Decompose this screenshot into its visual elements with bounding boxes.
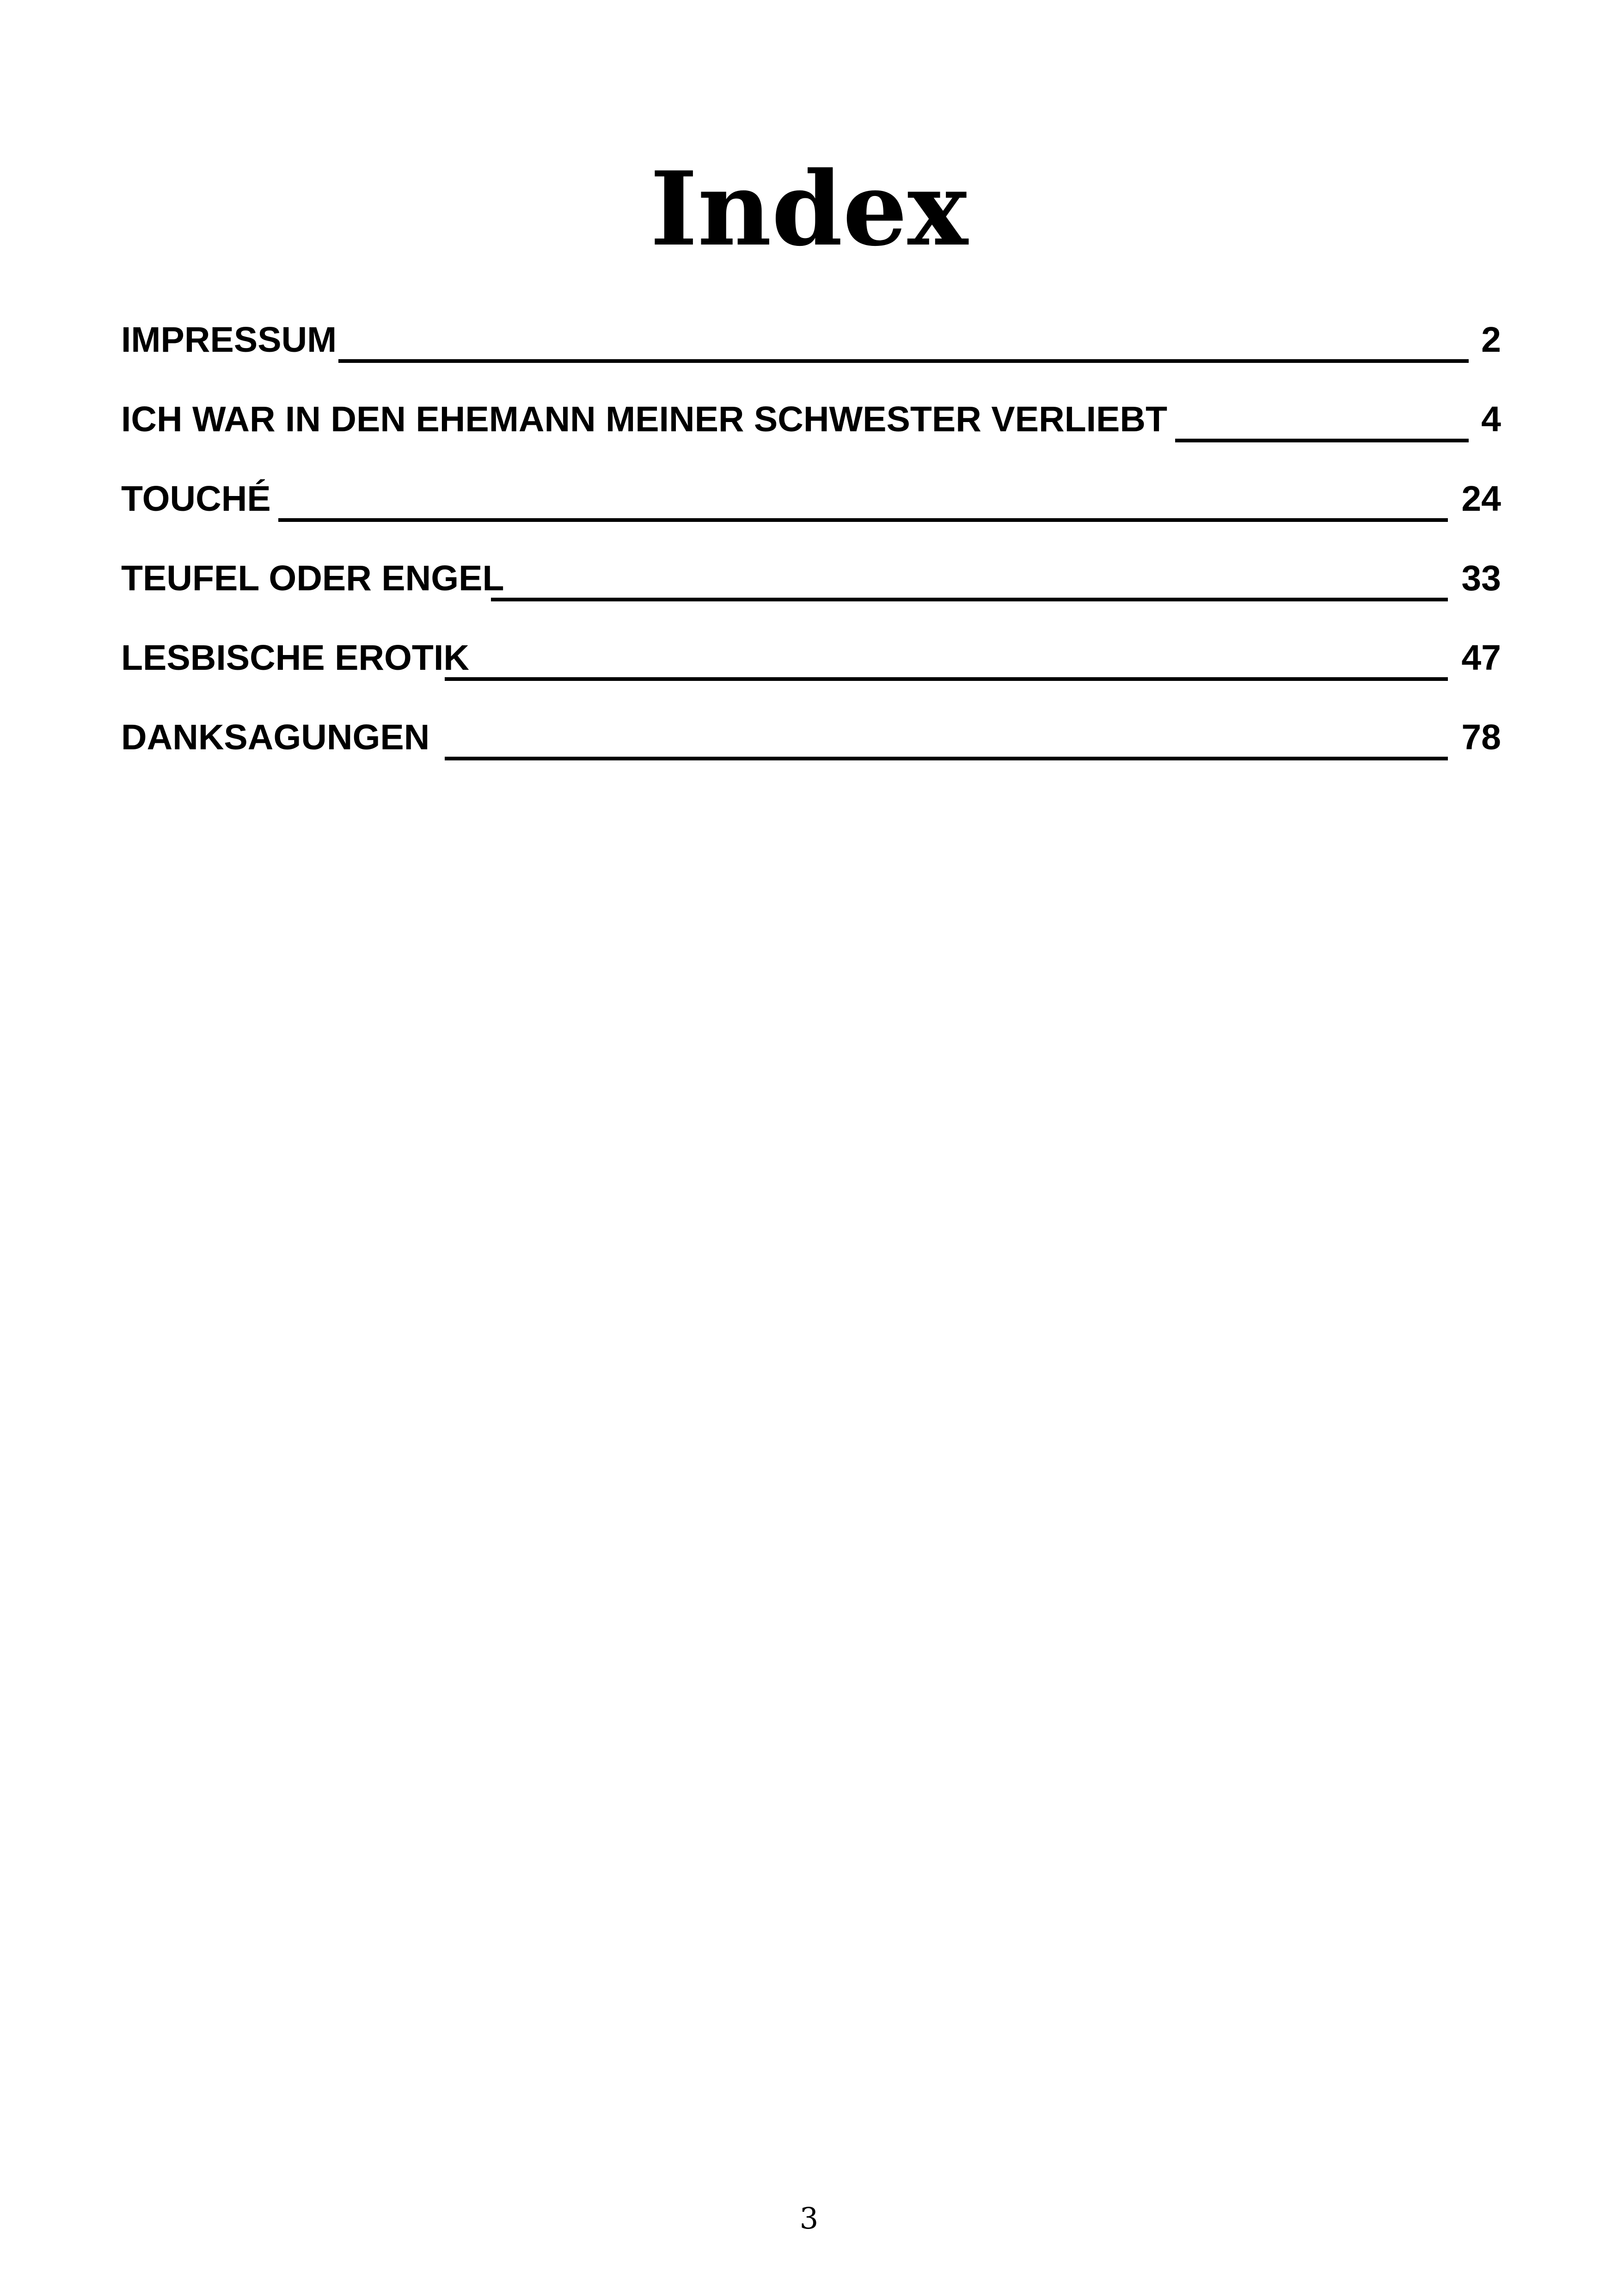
toc-entry-touche [121, 476, 1501, 555]
toc-entry-page-number: 4 [1481, 399, 1501, 439]
toc-entry-lesbische-erotik [121, 635, 1501, 714]
toc-entry-page-number: 2 [1481, 320, 1501, 360]
toc-leader-line [1175, 439, 1469, 442]
toc-entry-teufel-oder-engel [121, 555, 1501, 635]
toc-entry-title: IMPRESSUM [121, 317, 345, 363]
toc-leader-line [338, 359, 1469, 363]
toc-entry-page-number: 24 [1461, 479, 1501, 519]
toc-entry-page-number: 33 [1461, 558, 1501, 598]
toc-leader-line [445, 677, 1448, 681]
toc-entry-title: DANKSAGUNGEN [121, 714, 438, 760]
toc-entry-page-number: 78 [1461, 717, 1501, 757]
toc-entry-page-number: 47 [1461, 638, 1501, 678]
toc-entry-ich-war-in-den-ehemann [121, 396, 1501, 476]
page-title: Index [650, 149, 968, 269]
toc-entry-title: ICH WAR IN DEN EHEMANN MEINER SCHWESTER VERLIEBT [121, 396, 1176, 442]
toc-leader-line [491, 598, 1448, 601]
toc-entry-danksagungen [121, 714, 1501, 794]
page-number: 3 [799, 2202, 819, 2236]
toc-entry-impressum [121, 317, 1501, 396]
toc-leader-line [278, 518, 1448, 522]
toc-entry-title: TEUFEL ODER ENGEL [121, 555, 513, 601]
table-of-contents [121, 317, 1501, 794]
toc-leader-line [445, 757, 1448, 760]
toc-entry-title: LESBISCHE EROTIK [121, 635, 478, 681]
toc-entry-title: TOUCHÉ [121, 476, 279, 522]
